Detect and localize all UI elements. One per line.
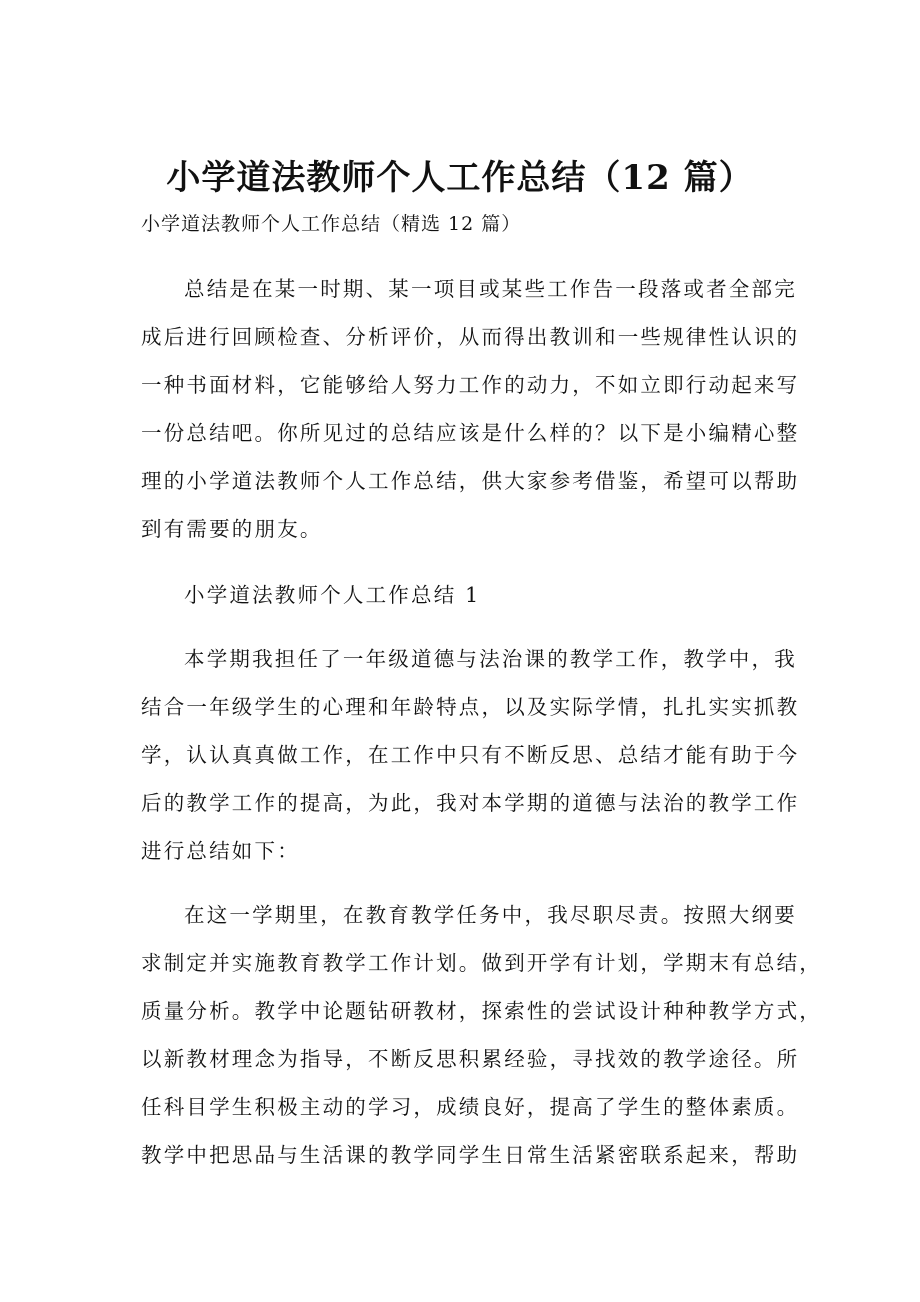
paragraph-line: 进行总结如下： (141, 839, 300, 863)
document-subtitle: 小学道法教师个人工作总结（精选 12 篇） (141, 213, 522, 235)
paragraph-line: 后的教学工作的提高，为此，我对本学期的道德与法治的教学工作 (141, 791, 800, 815)
paragraph-line: 任科目学生积极主动的学习，成绩良好，提高了学生的整体素质。 (141, 1095, 800, 1119)
paragraph-line: 质量分析。教学中论题钻研教材，探索性的尝试设计种种教学方式， (141, 999, 822, 1023)
paragraph-line: 学，认认真真做工作，在工作中只有不断反思、总结才能有助于今 (141, 743, 800, 767)
paragraph-line: 求制定并实施教育教学工作计划。做到开学有计划，学期末有总结， (141, 951, 822, 975)
intro-line: 一份总结吧。你所见过的总结应该是什么样的？以下是小编精心整 (141, 421, 800, 445)
intro-line: 成后进行回顾检查、分析评价，从而得出教训和一些规律性认识的 (141, 325, 800, 349)
paragraph-line: 教学中把思品与生活课的教学同学生日常生活紧密联系起来，帮助 (141, 1143, 800, 1167)
paragraph-line: 以新教材理念为指导，不断反思积累经验，寻找效的教学途径。所 (141, 1047, 800, 1071)
section-heading: 小学道法教师个人工作总结 1 (184, 583, 481, 607)
intro-line: 到有需要的朋友。 (141, 517, 323, 541)
intro-line: 理的小学道法教师个人工作总结，供大家参考借鉴，希望可以帮助 (141, 469, 800, 493)
paragraph-line: 在这一学期里，在教育教学任务中，我尽职尽责。按照大纲要 (184, 903, 797, 927)
paragraph-line: 本学期我担任了一年级道德与法治课的教学工作，教学中，我 (184, 647, 797, 671)
document-title: 小学道法教师个人工作总结（12 篇） (166, 158, 754, 198)
paragraph-line: 结合一年级学生的心理和年龄特点，以及实际学情，扎扎实实抓教 (141, 695, 800, 719)
intro-line: 一种书面材料，它能够给人努力工作的动力，不如立即行动起来写 (141, 373, 800, 397)
intro-line: 总结是在某一时期、某一项目或某些工作告一段落或者全部完 (184, 277, 797, 301)
